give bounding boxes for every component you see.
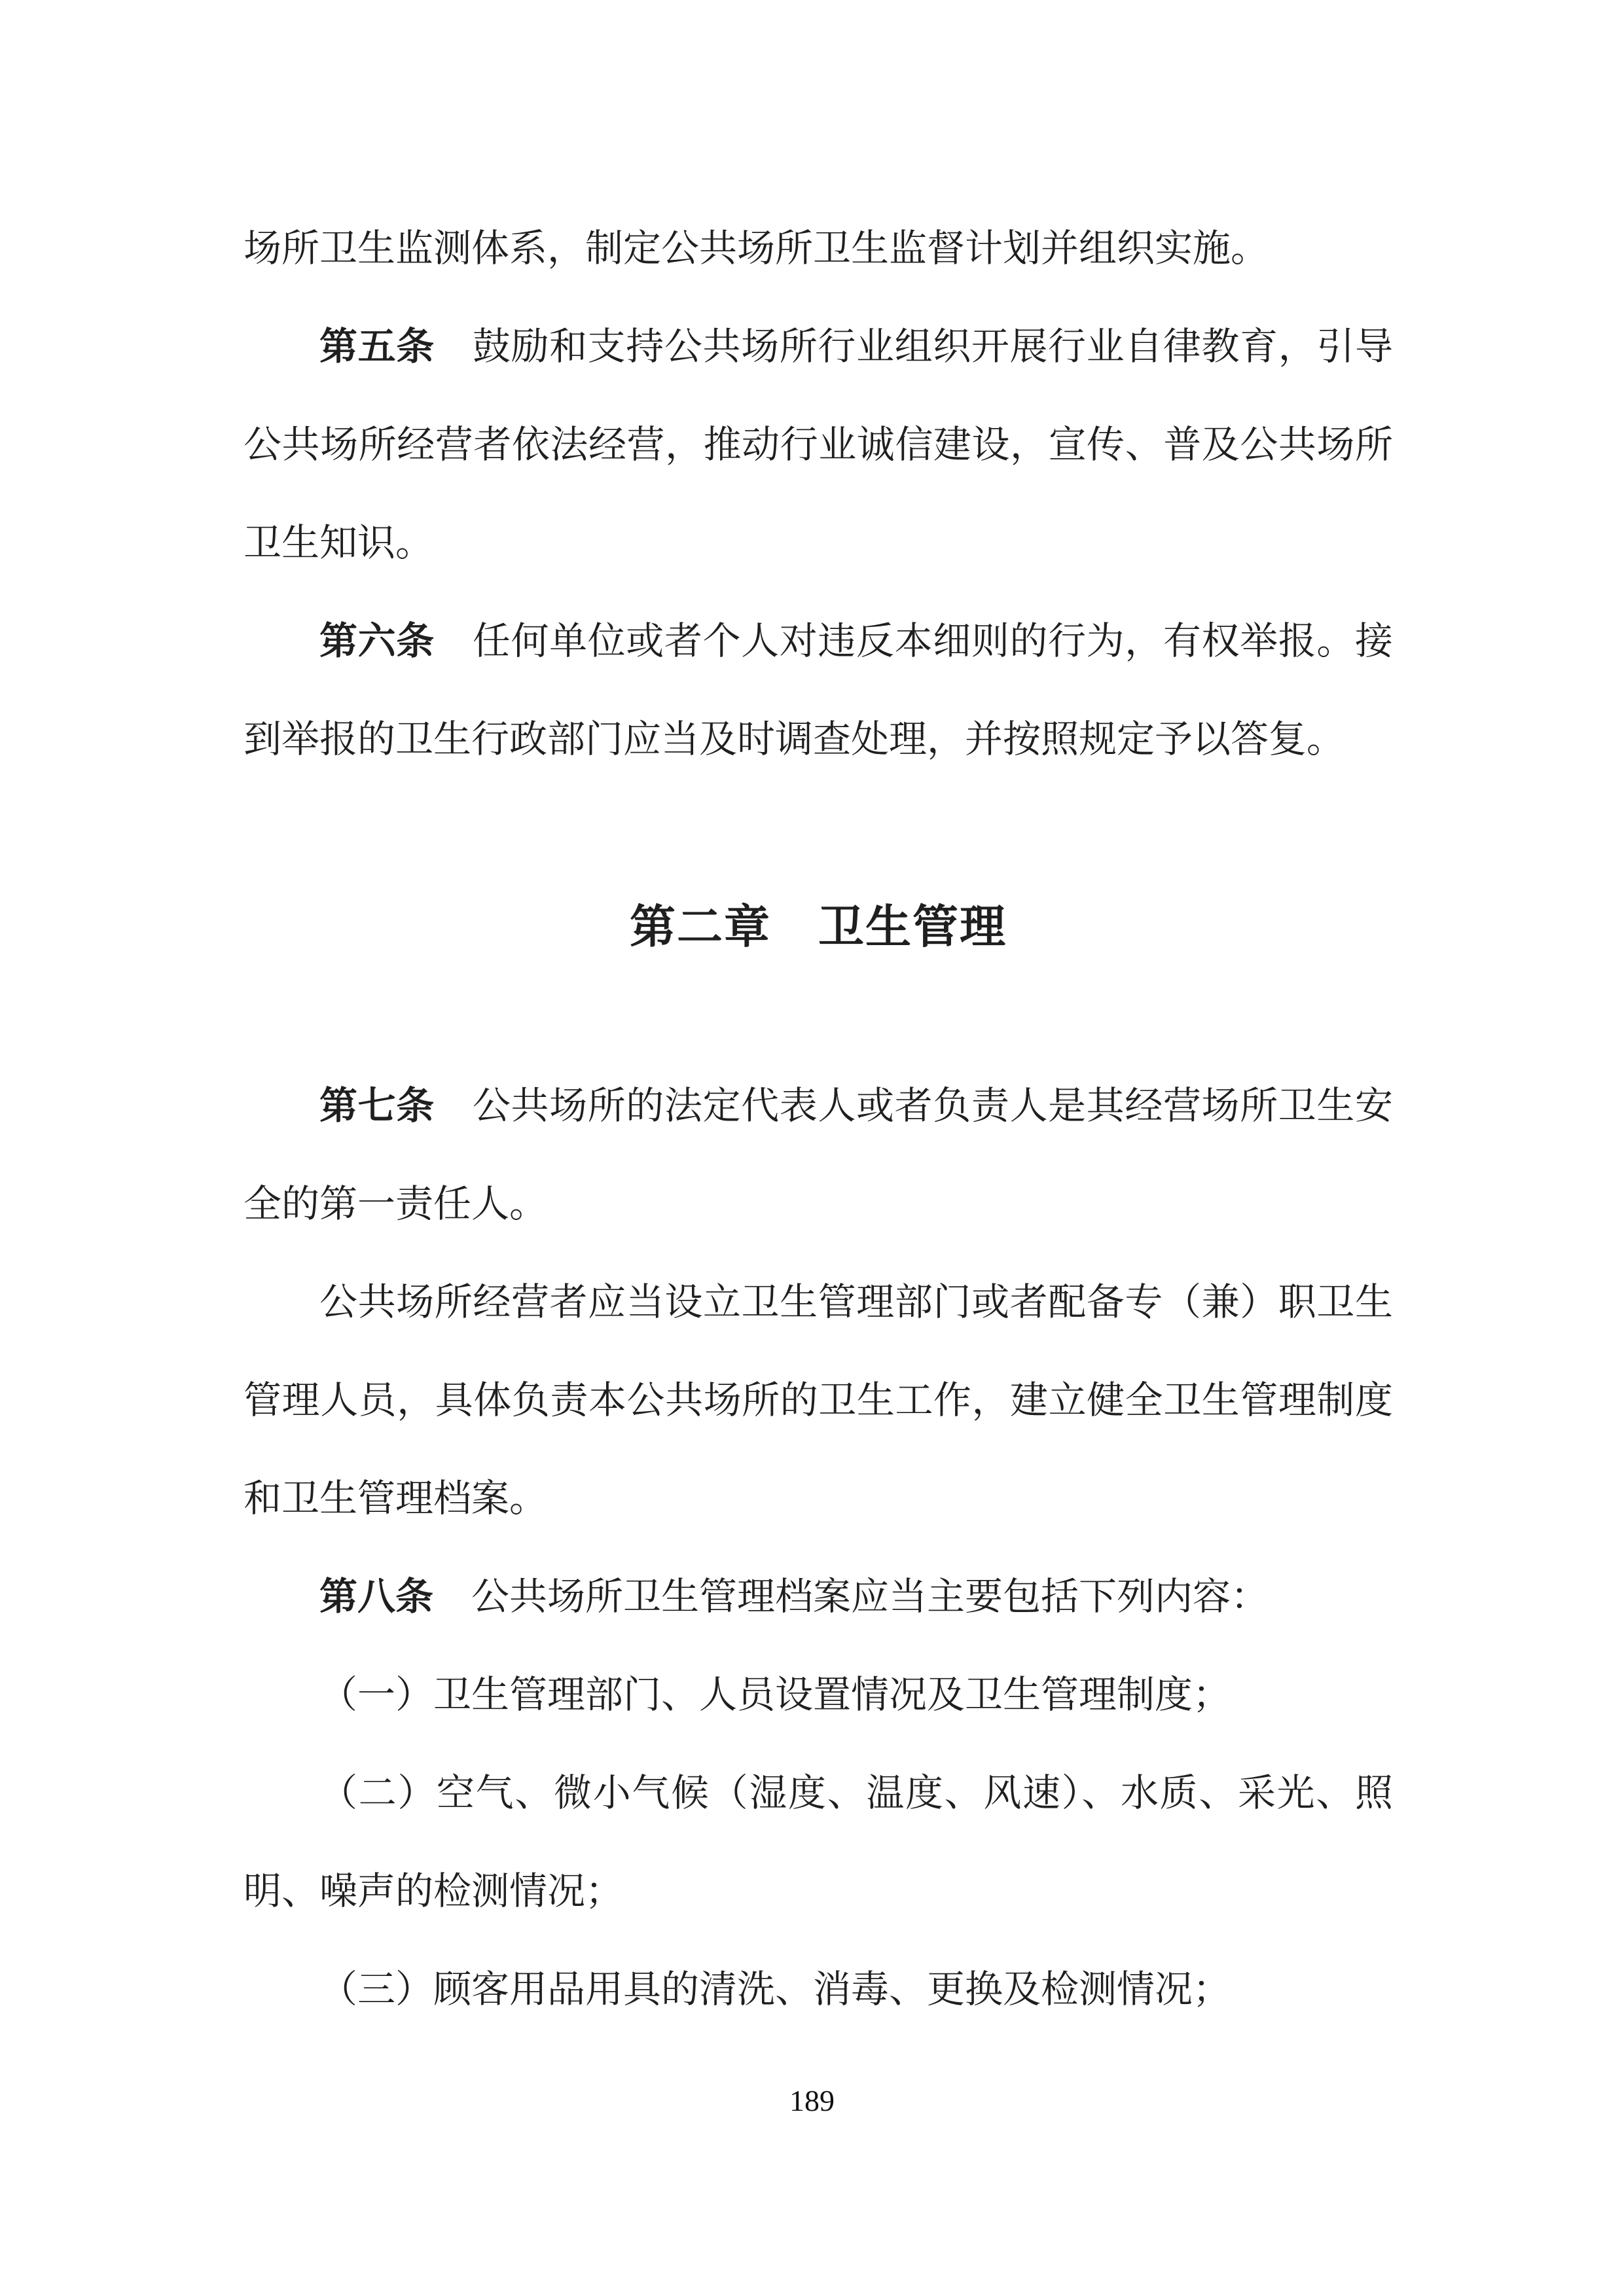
page-footer [0, 2052, 1624, 2150]
chapter-heading: 第二章 卫生管理 [630, 903, 1007, 953]
article-number-label: 第七条 [319, 1085, 435, 1127]
paragraph [244, 298, 1393, 592]
paragraph-text: 鼓励和支持公共场所行业组织开展行业自律教育，引导公共场所经营者依法经营，推动行业诚信建设，宣传、普及公共场所卫生知识。 [244, 325, 1393, 564]
article-number-label: 第六条 [319, 620, 435, 662]
paragraph [244, 592, 1393, 789]
paragraph-text: （一）卫生管理部门、人员设置情况及卫生管理制度； [319, 1674, 1231, 1716]
paragraph-text: 公共场所卫生管理档案应当主要包括下列内容： [471, 1575, 1269, 1618]
paragraph-text: （二）空气、微小气候（湿度、温度、风速）、水质、采光、照明、噪声的检测情况； [244, 1772, 1393, 1912]
document-body [244, 0, 1393, 2039]
article-number-label: 第五条 [319, 325, 435, 368]
paragraph-text: 公共场所的法定代表人或者负责人是其经营场所卫生安全的第一责任人。 [244, 1085, 1393, 1225]
page-number: 189 [789, 2084, 835, 2117]
article-number-label: 第八条 [319, 1575, 434, 1618]
paragraph [244, 1057, 1393, 1253]
paragraph-text: 场所卫生监测体系，制定公共场所卫生监督计划并组织实施。 [244, 227, 1269, 270]
paragraph [244, 1941, 1393, 2039]
paragraph [244, 1744, 1393, 1941]
paragraph-text: （三）顾客用品用具的清洗、消毒、更换及检测情况； [319, 1968, 1231, 2011]
paragraph [244, 1548, 1393, 1646]
paragraph-text: 任何单位或者个人对违反本细则的行为，有权举报。接到举报的卫生行政部门应当及时调查处理，并按照规定予以答复。 [244, 620, 1393, 761]
paragraph [244, 1253, 1393, 1548]
paragraph [244, 200, 1393, 298]
paragraph [244, 1646, 1393, 1744]
paragraph-text: 公共场所经营者应当设立卫生管理部门或者配备专（兼）职卫生管理人员，具体负责本公共场所的卫生工作，建立健全卫生管理制度和卫生管理档案。 [244, 1281, 1393, 1520]
